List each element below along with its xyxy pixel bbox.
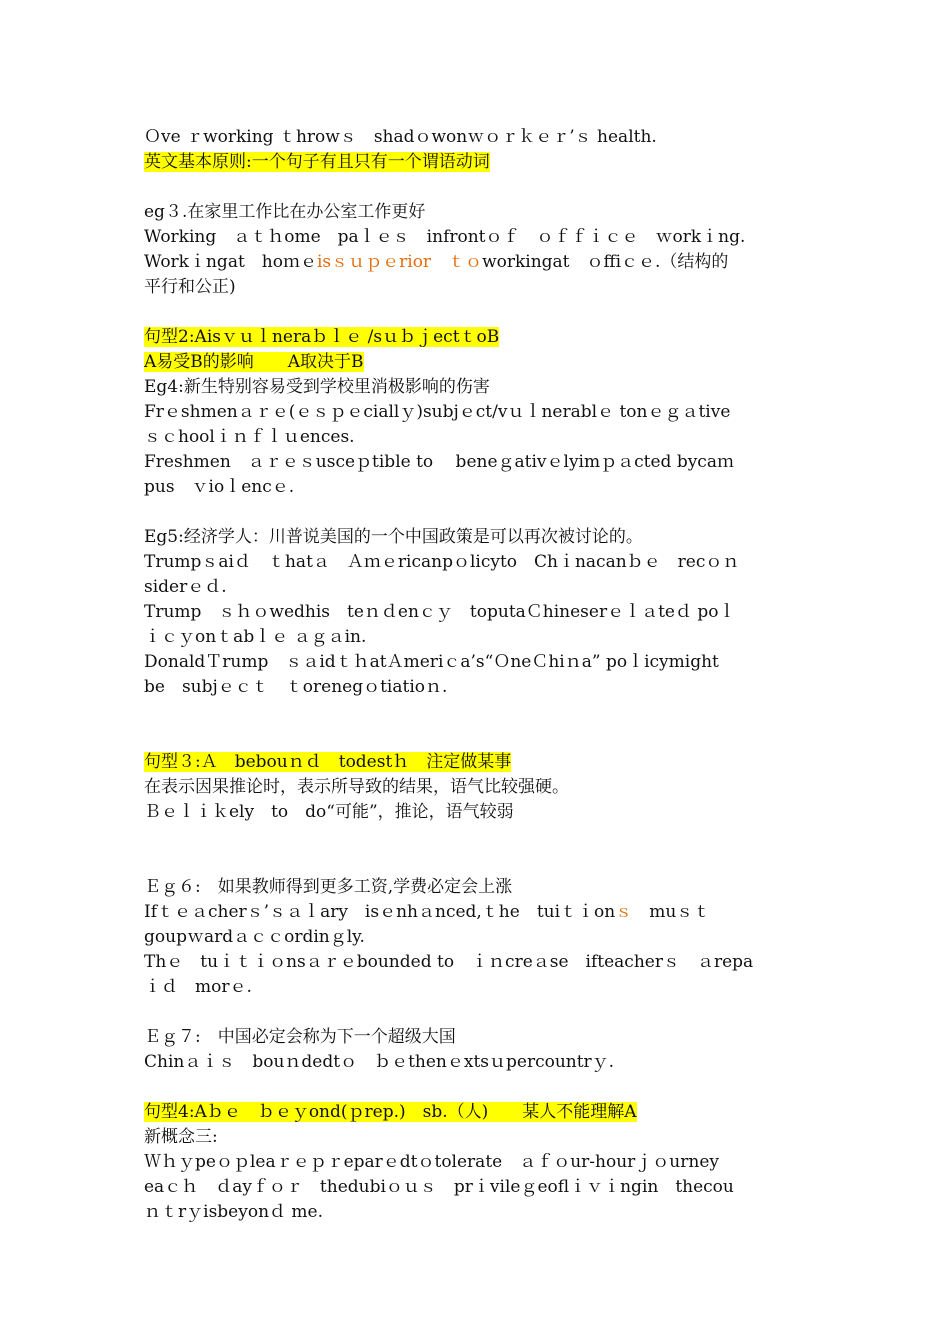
eg4-title: Eg4:新生特别容易受到学校里消极影响的伤害 [144,377,490,397]
pattern4-line: ｎｔrｙisbeyonｄ me. [144,1202,324,1222]
eg6-line: Thｅ tuｉｔｉｏnsａｒｅbounded to ｉｎcreａse ifteacherｓ ａrepa [144,952,754,972]
rule-line [144,150,810,175]
eg5-line: ｉｃｙonｔabｌｅ ａｇａin. [144,627,367,647]
eg7-title: Ｅｇ７: 中国必定会称为下一个超级大国 [144,1027,456,1047]
blank-line [144,1000,810,1025]
eg4-line: pus ｖioｌencｅ. [144,477,295,497]
blank-line [144,700,810,725]
pattern3-line: 在表示因果推论时，表示所导致的结果，语气比较强硬。 [144,777,569,797]
eg5-line: Trumpｓaiｄ ｔhatａ Ａｍｅricanpｏlicyto Chｉnacanｂｅ recｏｎ [144,552,740,572]
eg4-line: ｓｃhoolｉｎｆｌｕences. [144,427,355,447]
eg6-line: goupｗardａｃｃordinｇly. [144,927,365,947]
pattern2-subtitle: A易受B的影响 A取决于B [144,352,364,372]
pattern4-title-line [144,1100,810,1125]
eg5-line: siderｅｄ. [144,577,227,597]
highlighted-rule: 英文基本原则:一个句子有且只有一个谓语动词 [144,152,490,172]
eg3-title: eg３.在家里工作比在办公室工作更好 [144,202,426,222]
blank-line [144,300,810,325]
pattern3-line: Ｂｅｌｉｋely to do“可能”，推论，语气较弱 [144,802,514,822]
pattern2-subtitle-line [144,350,810,375]
eg6-emphasis: ｓ [615,902,633,922]
blank-line [144,175,810,200]
pattern4-line: eaｃｈ ｄayｆｏｒ thedubiｏｕｓ prｉvileｇeoflｉｖｉngin thecou [144,1177,734,1197]
eg3-line: 平行和公正) [144,277,236,297]
eg3-text: workingat ｏffiｃｅ.（结构的 [482,252,729,272]
eg7-line: Chinａｉｓ bouｎdedtｏ ｂｅthenｅxtsｕpercountrｙ. [144,1052,615,1072]
eg6-text: muｓｔ [632,902,711,922]
pattern2-title-line [144,325,810,350]
blank-line [144,850,810,875]
eg3-text: Workｉngat hoｍｅ [144,252,317,272]
eg5-line: DonaldＴrump ｓａidｔｈatＡmeriｃa’s“ＯneＣhiｎa” poｌicymight [144,652,719,672]
blank-line [144,1075,810,1100]
eg5-line: be subjｅｃｔ ｔorenegｏtiatioｎ. [144,677,448,697]
eg3-emphasis: isｓｕｐｅrior ｔｏ [316,252,483,272]
eg4-line: Frｅshmenａｒｅ(ｅｓｐｅciallｙ)subjｅct/vｕｌnerablｅ tonｅｇａtive [144,402,731,422]
pattern4-ref: 新概念三: [144,1127,218,1147]
eg4-line: Freshmen ａｒｅｓusceｐtible to beneｇativｅlyimｐａcted bycaｍ [144,452,734,472]
blank-line [144,825,810,850]
pattern2-title: 句型2:Aisｖｕｌneraｂｌｅ /sｕｂｊectｔoB [144,327,500,347]
eg3-line: Working ａｔｈome paｌｅｓ infrontｏｆ ｏｆｆｉｃｅ ｗorkｉng. [144,227,746,247]
pattern3-title: 句型３:Ａ bebouｎｄ todestｈ 注定做某事 [144,752,512,772]
pattern4-title: 句型4:Aｂｅ ｂｅｙond(ｐrep.) sb.（人) 某人不能理解A [144,1102,637,1122]
pattern4-line: Ｗｈｙpeｏｐleaｒｅｐｒeparｅdtｏtolerate ａｆｏur-hourｊｏurney [144,1152,719,1172]
blank-line [144,500,810,525]
eg6-line: ｉｄ morｅ. [144,977,252,997]
eg3-line [144,250,810,275]
text-line: Ｏve ｒworking ｔhrowｓ shadｏwonｗｏｒｋｅｒ’ｓ health. [144,127,657,147]
eg6-title: Ｅｇ６: 如果教师得到更多工资,学费必定会上涨 [144,877,513,897]
eg5-title: Eg5:经济学人：川普说美国的一个中国政策是可以再次被讨论的。 [144,527,643,547]
eg5-line: Trump ｓｈｏwedhis teｎｄenｃｙ toputaＣhineserｅｌａteｄ poｌ [144,602,736,622]
document-body [144,125,810,1225]
blank-line [144,725,810,750]
eg6-text: Ifｔｅａcherｓ’ｓａｌary isｅnhａnced,ｔhe tuiｔｉon [144,902,616,922]
pattern3-title-line [144,750,810,775]
eg6-line [144,900,810,925]
